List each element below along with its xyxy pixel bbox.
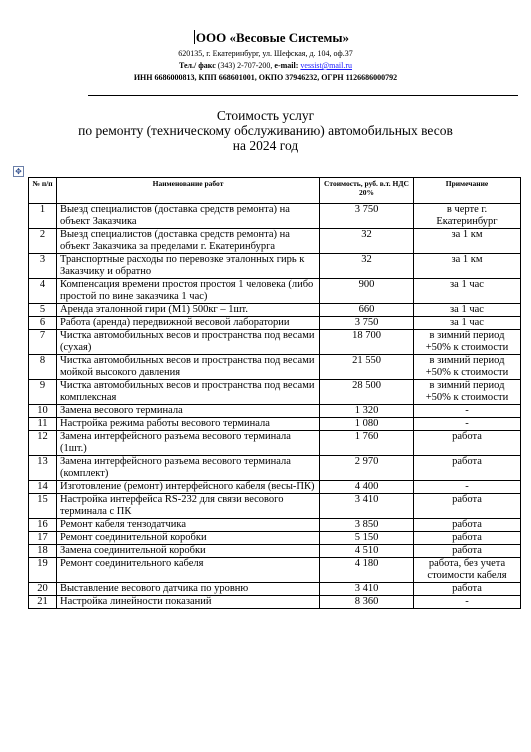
cell-note: работа bbox=[414, 494, 521, 519]
table-header-row bbox=[29, 178, 521, 204]
table-row bbox=[29, 519, 521, 532]
header-num: № п/п bbox=[29, 178, 57, 204]
cell-name: Ремонт соединительного кабеля bbox=[57, 558, 320, 583]
cell-name: Аренда эталонной гири (М1) 500кг – 1шт. bbox=[57, 304, 320, 317]
cell-name: Транспортные расходы по перевозке эталонных гирь к Заказчику и обратно bbox=[57, 254, 320, 279]
table-row bbox=[29, 532, 521, 545]
cell-name: Чистка автомобильных весов и пространства под весами (сухая) bbox=[57, 330, 320, 355]
cell-price: 3 850 bbox=[320, 519, 414, 532]
cell-num: 2 bbox=[29, 229, 57, 254]
text-cursor bbox=[194, 30, 195, 44]
cell-num: 7 bbox=[29, 330, 57, 355]
table-row bbox=[29, 545, 521, 558]
cell-price: 3 410 bbox=[320, 494, 414, 519]
cell-price: 8 360 bbox=[320, 596, 414, 609]
table-row bbox=[29, 254, 521, 279]
cell-num: 18 bbox=[29, 545, 57, 558]
table-row bbox=[29, 596, 521, 609]
cell-name: Ремонт кабеля тензодатчика bbox=[57, 519, 320, 532]
cell-note: работа bbox=[414, 456, 521, 481]
cell-note: работа, без учета стоимости кабеля bbox=[414, 558, 521, 583]
cell-name: Выезд специалистов (доставка средств ремонта) на объект Заказчика bbox=[57, 204, 320, 229]
cell-num: 16 bbox=[29, 519, 57, 532]
cell-num: 5 bbox=[29, 304, 57, 317]
cell-note: работа bbox=[414, 431, 521, 456]
company-contacts bbox=[0, 60, 531, 72]
company-name-text: ООО «Весовые Системы» bbox=[195, 30, 350, 45]
header-note: Примечание bbox=[414, 178, 521, 204]
email-label: e-mail: bbox=[274, 61, 299, 70]
table-row bbox=[29, 405, 521, 418]
table-row bbox=[29, 380, 521, 405]
cell-num: 1 bbox=[29, 204, 57, 229]
cell-num: 21 bbox=[29, 596, 57, 609]
table-row bbox=[29, 481, 521, 494]
cell-name: Чистка автомобильных весов и пространства под весами мойкой высокого давления bbox=[57, 355, 320, 380]
cell-price: 660 bbox=[320, 304, 414, 317]
company-name bbox=[12, 30, 531, 46]
table-move-handle-icon[interactable]: ✥ bbox=[13, 166, 24, 177]
cell-note: за 1 км bbox=[414, 229, 521, 254]
cell-price: 4 400 bbox=[320, 481, 414, 494]
table-row bbox=[29, 330, 521, 355]
cell-price: 32 bbox=[320, 254, 414, 279]
table-row bbox=[29, 355, 521, 380]
cell-num: 14 bbox=[29, 481, 57, 494]
cell-num: 17 bbox=[29, 532, 57, 545]
table-body bbox=[29, 204, 521, 609]
cell-num: 11 bbox=[29, 418, 57, 431]
table-row bbox=[29, 431, 521, 456]
cell-name: Замена соединительной коробки bbox=[57, 545, 320, 558]
cell-price: 1 760 bbox=[320, 431, 414, 456]
cell-price: 4 180 bbox=[320, 558, 414, 583]
header-name: Наименование работ bbox=[57, 178, 320, 204]
cell-name: Настройка режима работы весового терминала bbox=[57, 418, 320, 431]
cell-name: Компенсация времени простоя простоя 1 человека (либо простой по вине заказчика 1 час) bbox=[57, 279, 320, 304]
cell-name: Изготовление (ремонт) интерфейсного кабеля (весы-ПК) bbox=[57, 481, 320, 494]
cell-note: работа bbox=[414, 532, 521, 545]
cell-note: - bbox=[414, 596, 521, 609]
cell-price: 3 750 bbox=[320, 204, 414, 229]
phone-label: Тел./ факс bbox=[178, 61, 216, 70]
company-address: 620135, г. Екатеринбург, ул. Шефская, д. 104, оф.37 bbox=[178, 49, 353, 58]
cell-price: 3 410 bbox=[320, 583, 414, 596]
cell-name: Замена интерфейсного разъема весового терминала (1шт.) bbox=[57, 431, 320, 456]
cell-num: 3 bbox=[29, 254, 57, 279]
phone-number: (343) 2-707-200, bbox=[217, 61, 273, 70]
company-requisites: ИНН 6686000813, КПП 668601001, ОКПО 37946232, ОГРН 1126686000792 bbox=[133, 73, 398, 82]
cell-price: 2 970 bbox=[320, 456, 414, 481]
cell-price: 21 550 bbox=[320, 355, 414, 380]
table-row bbox=[29, 317, 521, 330]
cell-price: 18 700 bbox=[320, 330, 414, 355]
cell-note: работа bbox=[414, 583, 521, 596]
cell-price: 5 150 bbox=[320, 532, 414, 545]
cell-price: 3 750 bbox=[320, 317, 414, 330]
cell-num: 15 bbox=[29, 494, 57, 519]
cell-name: Замена весового терминала bbox=[57, 405, 320, 418]
table-row bbox=[29, 583, 521, 596]
cell-note: за 1 км bbox=[414, 254, 521, 279]
cell-note: в зимний период +50% к стоимости bbox=[414, 380, 521, 405]
table-row bbox=[29, 456, 521, 481]
cell-num: 12 bbox=[29, 431, 57, 456]
table-row bbox=[29, 558, 521, 583]
table-row bbox=[29, 418, 521, 431]
cell-note: в черте г. Екатеринбург bbox=[414, 204, 521, 229]
cell-note: - bbox=[414, 405, 521, 418]
cell-name: Настройка линейности показаний bbox=[57, 596, 320, 609]
cell-note: за 1 час bbox=[414, 317, 521, 330]
cell-price: 1 080 bbox=[320, 418, 414, 431]
table-row bbox=[29, 204, 521, 229]
header-price: Стоимость, руб. в.т. НДС 20% bbox=[320, 178, 414, 204]
cell-note: работа bbox=[414, 545, 521, 558]
cell-price: 1 320 bbox=[320, 405, 414, 418]
cell-num: 9 bbox=[29, 380, 57, 405]
email-link[interactable]: vessist@mail.ru bbox=[300, 61, 353, 70]
cell-price: 32 bbox=[320, 229, 414, 254]
table-row bbox=[29, 304, 521, 317]
cell-name: Ремонт соединительной коробки bbox=[57, 532, 320, 545]
cell-note: - bbox=[414, 481, 521, 494]
cell-num: 8 bbox=[29, 355, 57, 380]
cell-price: 900 bbox=[320, 279, 414, 304]
cell-num: 4 bbox=[29, 279, 57, 304]
document-title bbox=[0, 108, 531, 153]
cell-note: работа bbox=[414, 519, 521, 532]
cell-num: 20 bbox=[29, 583, 57, 596]
cell-name: Выезд специалистов (доставка средств ремонта) на объект Заказчика за пределами г. Екатеринбурга bbox=[57, 229, 320, 254]
price-table bbox=[28, 177, 521, 609]
letterhead bbox=[0, 30, 531, 84]
cell-note: за 1 час bbox=[414, 279, 521, 304]
table-row bbox=[29, 279, 521, 304]
cell-note: - bbox=[414, 418, 521, 431]
cell-price: 4 510 bbox=[320, 545, 414, 558]
cell-name: Настройка интерфейса RS-232 для связи весового терминала с ПК bbox=[57, 494, 320, 519]
header-divider bbox=[88, 95, 518, 96]
title-line-1: Стоимость услуг bbox=[216, 108, 315, 123]
cell-num: 6 bbox=[29, 317, 57, 330]
cell-num: 13 bbox=[29, 456, 57, 481]
title-line-3: на 2024 год bbox=[232, 138, 299, 153]
cell-price: 28 500 bbox=[320, 380, 414, 405]
title-line-2: по ремонту (техническому обслуживанию) автомобильных весов bbox=[78, 123, 453, 138]
cell-note: в зимний период +50% к стоимости bbox=[414, 330, 521, 355]
cell-name: Замена интерфейсного разъема весового терминала (комплект) bbox=[57, 456, 320, 481]
cell-num: 10 bbox=[29, 405, 57, 418]
table-row bbox=[29, 494, 521, 519]
cell-note: в зимний период +50% к стоимости bbox=[414, 355, 521, 380]
cell-name: Чистка автомобильных весов и пространства под весами комплексная bbox=[57, 380, 320, 405]
cell-note: за 1 час bbox=[414, 304, 521, 317]
cell-name: Выставление весового датчика по уровню bbox=[57, 583, 320, 596]
cell-num: 19 bbox=[29, 558, 57, 583]
table-row bbox=[29, 229, 521, 254]
cell-name: Работа (аренда) передвижной весовой лаборатории bbox=[57, 317, 320, 330]
